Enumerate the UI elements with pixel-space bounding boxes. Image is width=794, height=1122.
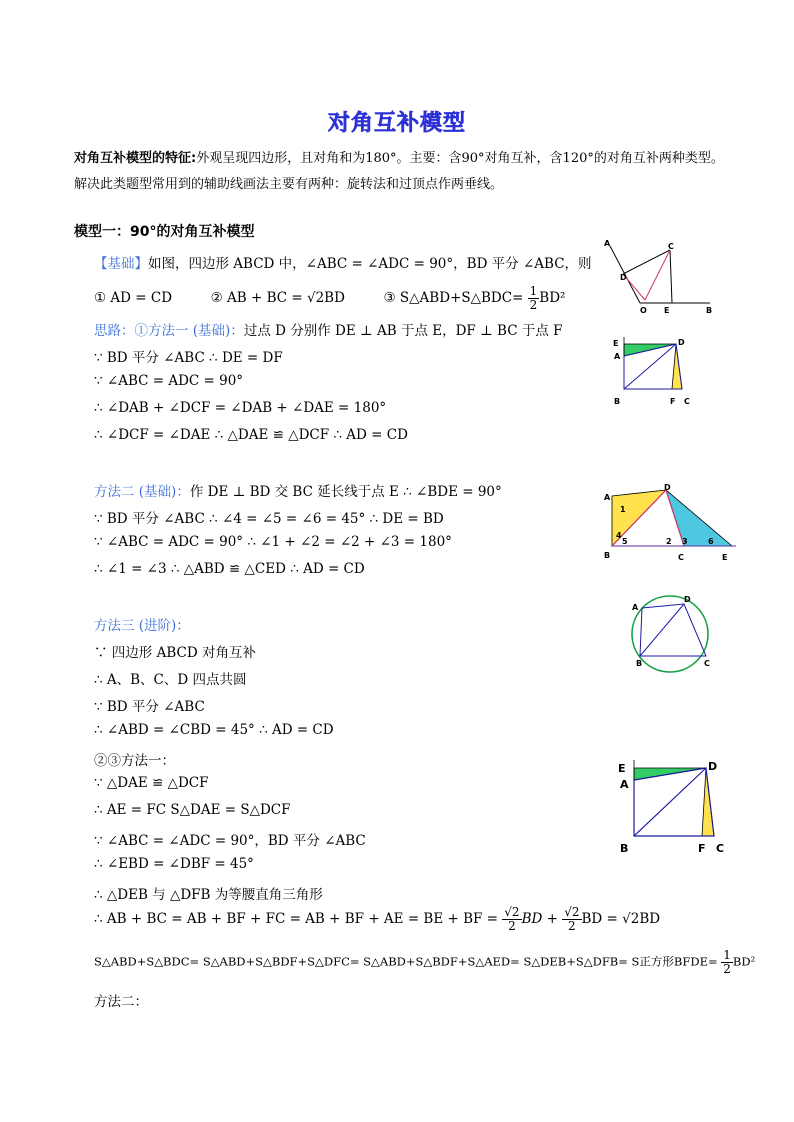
fig5-label-A: A <box>620 778 629 791</box>
claims-line <box>94 285 565 312</box>
fig5-label-B: B <box>620 842 629 855</box>
figure-1-quadrilateral <box>600 238 715 316</box>
fig2-label-D: D <box>678 338 685 347</box>
sum-equation: ∴ AB + BC = AB + BF + FC = AB + BF + AE = BE + BF = $\frac{√2}{2}$ BD + $\frac{√2}{2}$ BD = √2BD <box>94 905 661 933</box>
fig3-label-6: 6 <box>708 537 714 546</box>
method2-label: 方法二 (基础)： <box>94 484 190 500</box>
fig4-label-A: A <box>632 603 639 612</box>
fig4-label-C: C <box>704 659 710 668</box>
area-end: BD² <box>732 954 756 969</box>
fig1-label-A: A <box>604 239 611 248</box>
part23-step-1: ∵ △DAE ≌ △DCF <box>94 775 209 791</box>
method1-step-1: ∵ BD 平分 ∠ABC ∴ DE = DF <box>94 350 283 366</box>
area-half-fraction: $\frac{1}{2}$ <box>723 948 731 976</box>
sqrt2-over-2-b: $\frac{√2}{2}$ <box>564 905 580 933</box>
fig5-label-D: D <box>708 760 718 773</box>
fig1-label-E: E <box>664 306 670 315</box>
fig3-label-5: 5 <box>622 537 628 546</box>
problem-tag: 【基础】 <box>94 256 148 272</box>
method3-label: 方法三 (进阶)： <box>94 618 190 634</box>
method1-step-4: ∴ ∠DCF = ∠DAE ∴ △DAE ≌ △DCF ∴ AD = CD <box>94 427 408 443</box>
method3-step-2: ∴ A、B、C、D 四点共圆 <box>94 672 247 688</box>
fig1-label-C: C <box>668 242 674 251</box>
fig4-label-B: B <box>636 659 643 668</box>
fig5-label-C: C <box>716 842 725 855</box>
part23-step-5: ∴ △DEB 与 △DFB 为等腰直角三角形 <box>94 887 323 903</box>
intro-text: 外观呈现四边形，且对角和为180°。主要：含90°对角互补，含120°的对角互补两种类型。解决此类题型常用到的辅助线画法主要有两种：旋转法和过顶点作两垂线。 <box>74 151 724 192</box>
figure-3-method2 <box>600 484 740 564</box>
sqrt2-over-2-a: $\frac{√2}{2}$ <box>504 905 520 933</box>
fig3-label-D: D <box>664 483 671 492</box>
fig5-label-E: E <box>618 762 626 775</box>
fig2-label-C: C <box>684 397 690 406</box>
claim-1: ① AD = CD <box>94 290 173 306</box>
fig2-label-E: E <box>613 339 619 348</box>
problem-statement <box>94 252 592 272</box>
part23-method2-label: 方法二： <box>94 994 148 1010</box>
method2-step-3: ∴ ∠1 = ∠3 ∴ △ABD ≌ △CED ∴ AD = CD <box>94 561 365 577</box>
figure-2-method1 <box>610 334 700 410</box>
fig1-label-B: B <box>706 306 713 315</box>
method3-step-4: ∴ ∠ABD = ∠CBD = 45° ∴ AD = CD <box>94 722 334 738</box>
fig1-label-O: O <box>640 306 647 315</box>
part23-step-3: ∵ ∠ABC = ∠ADC = 90°，BD 平分 ∠ABC <box>94 833 366 849</box>
intro-label: 对角互补模型的特征: <box>74 151 197 166</box>
half-fraction: $\frac{1}{2}$ <box>529 284 538 312</box>
fig3-label-3: 3 <box>682 537 688 546</box>
fig3-label-E: E <box>722 553 728 562</box>
fig3-label-1: 1 <box>620 505 626 514</box>
problem-text: 如图，四边形 ABCD 中，∠ABC = ∠ADC = 90°，BD 平分 ∠ABC，则 <box>148 256 592 272</box>
part23-step-4: ∴ ∠EBD = ∠DBF = 45° <box>94 856 254 872</box>
claim-3-end: BD² <box>539 290 566 306</box>
sum-text: ∴ AB + BC = AB + BF + FC = AB + BF + AE = BE + BF = <box>94 911 498 927</box>
fig3-label-B: B <box>604 551 611 560</box>
method2-step-1: ∵ BD 平分 ∠ABC ∴ ∠4 = ∠5 = ∠6 = 45° ∴ DE = BD <box>94 511 444 527</box>
model1-heading: 模型一：90°的对角互补模型 <box>74 224 255 240</box>
figure-5-square <box>612 756 737 856</box>
method3-step-1: ∵ 四边形 ABCD 对角互补 <box>94 645 256 661</box>
fig3-label-4: 4 <box>616 531 622 540</box>
method1-desc: 过点 D 分别作 DE ⊥ AB 于点 E，DF ⊥ BC 于点 F <box>243 323 563 339</box>
fig1-label-D: D <box>620 273 627 282</box>
part23-heading: ②③方法一： <box>94 753 175 769</box>
claim-2: ② AB + BC = √2BD <box>210 290 345 306</box>
fig4-label-D: D <box>684 595 691 604</box>
page-title: 对角互补模型 <box>327 111 466 136</box>
method2-step-2: ∵ ∠ABC = ADC = 90° ∴ ∠1 + ∠2 = ∠2 + ∠3 = 180° <box>94 534 452 550</box>
claim-3: ③ S△ABD+S△BDC= <box>383 290 524 306</box>
sum-end: BD = √2BD <box>581 911 661 927</box>
intro-paragraph <box>74 146 734 198</box>
area-text: S△ABD+S△BDC= S△ABD+S△BDF+S△DFC= S△ABD+S△BDF+S△AED= S△DEB+S△DFB= S正方形BFDE= <box>94 954 718 969</box>
method1-step-2: ∵ ∠ABC = ADC = 90° <box>94 373 244 389</box>
fig2-label-F: F <box>670 397 676 406</box>
figure-4-circle <box>624 592 720 680</box>
area-equation <box>94 949 755 976</box>
method3-step-3: ∵ BD 平分 ∠ABC <box>94 699 205 715</box>
method1-line <box>94 319 563 339</box>
method1-label: 思路：①方法一 (基础)： <box>94 323 244 339</box>
fig5-label-F: F <box>698 842 706 855</box>
method1-step-3: ∴ ∠DAB + ∠DCF = ∠DAB + ∠DAE = 180° <box>94 400 387 416</box>
fig3-label-A: A <box>604 493 611 502</box>
method2-line <box>94 480 502 500</box>
fig2-label-B: B <box>614 397 621 406</box>
fig2-label-A: A <box>614 352 621 361</box>
fig3-label-2: 2 <box>666 537 672 546</box>
method2-desc: 作 DE ⊥ BD 交 BC 延长线于点 E ∴ ∠BDE = 90° <box>189 484 502 500</box>
part23-step-2: ∴ AE = FC S△DAE = S△DCF <box>94 802 291 818</box>
fig3-label-C: C <box>678 553 684 562</box>
